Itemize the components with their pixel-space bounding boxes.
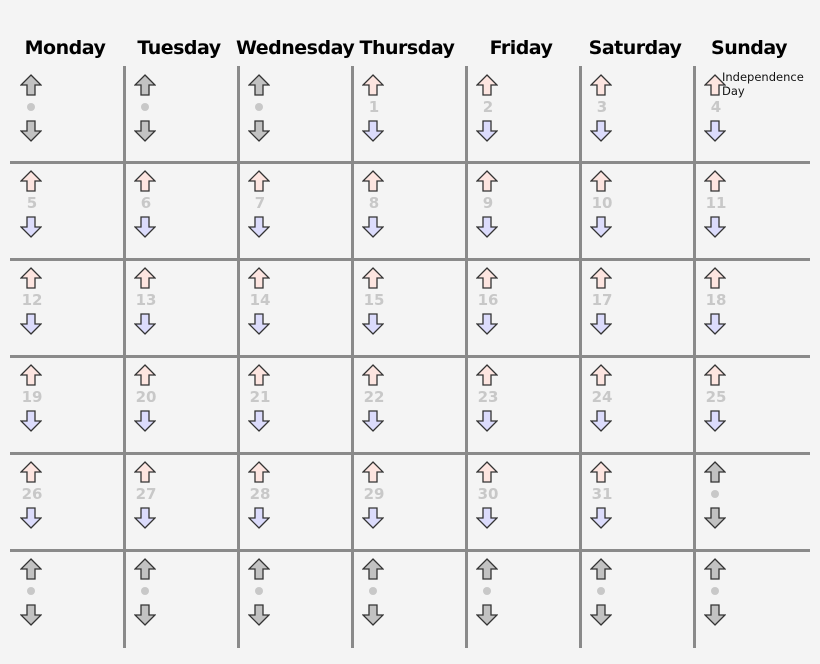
up-arrow-icon[interactable] [476, 74, 498, 96]
up-arrow-icon[interactable] [20, 267, 42, 289]
day-number: 15 [363, 291, 385, 309]
day-number: 30 [477, 485, 499, 503]
down-arrow-icon[interactable] [362, 313, 384, 335]
up-arrow-icon[interactable] [590, 364, 612, 386]
empty-dot-icon [141, 103, 149, 111]
up-arrow-icon[interactable] [134, 364, 156, 386]
down-arrow-icon[interactable] [704, 410, 726, 432]
up-arrow-icon [134, 558, 156, 580]
down-arrow-icon [704, 507, 726, 529]
day-cell[interactable] [352, 66, 466, 163]
down-arrow-icon[interactable] [590, 120, 612, 142]
up-arrow-icon [476, 558, 498, 580]
day-number: 12 [21, 291, 43, 309]
up-arrow-icon[interactable] [590, 170, 612, 192]
empty-day-cell [124, 66, 238, 163]
up-arrow-icon[interactable] [704, 267, 726, 289]
empty-day-cell [352, 550, 466, 647]
day-number: 10 [591, 194, 613, 212]
day-number: 27 [135, 485, 157, 503]
day-cell[interactable] [124, 259, 238, 356]
event-label: Independence Day [722, 70, 804, 98]
down-arrow-icon[interactable] [590, 410, 612, 432]
up-arrow-icon[interactable] [248, 170, 270, 192]
day-number: 25 [705, 388, 727, 406]
day-cell[interactable] [694, 259, 808, 356]
day-cell[interactable] [580, 162, 694, 259]
day-number: 19 [21, 388, 43, 406]
down-arrow-icon[interactable] [248, 410, 270, 432]
down-arrow-icon [20, 604, 42, 626]
weekday-tuesday: Tuesday [137, 37, 221, 59]
day-number: 17 [591, 291, 613, 309]
weekday-saturday: Saturday [588, 37, 682, 59]
up-arrow-icon [20, 74, 42, 96]
down-arrow-icon[interactable] [590, 216, 612, 238]
up-arrow-icon[interactable] [134, 461, 156, 483]
empty-day-cell [694, 453, 808, 550]
down-arrow-icon[interactable] [476, 410, 498, 432]
up-arrow-icon[interactable] [704, 364, 726, 386]
day-number: 28 [249, 485, 271, 503]
up-arrow-icon[interactable] [476, 170, 498, 192]
empty-day-cell [580, 550, 694, 647]
day-number: 18 [705, 291, 727, 309]
up-arrow-icon [248, 74, 270, 96]
empty-day-cell [238, 550, 352, 647]
day-number: 2 [482, 98, 494, 116]
down-arrow-icon [134, 604, 156, 626]
up-arrow-icon[interactable] [20, 364, 42, 386]
down-arrow-icon [20, 120, 42, 142]
down-arrow-icon [476, 604, 498, 626]
day-cell[interactable] [580, 356, 694, 453]
down-arrow-icon [248, 120, 270, 142]
day-number: 1 [368, 98, 380, 116]
day-number: 31 [591, 485, 613, 503]
down-arrow-icon[interactable] [362, 507, 384, 529]
up-arrow-icon[interactable] [476, 461, 498, 483]
empty-dot-icon [141, 587, 149, 595]
empty-dot-icon [255, 587, 263, 595]
day-number: 16 [477, 291, 499, 309]
up-arrow-icon[interactable] [248, 364, 270, 386]
up-arrow-icon[interactable] [590, 461, 612, 483]
day-cell[interactable] [580, 66, 694, 163]
day-number: 6 [140, 194, 152, 212]
day-cell[interactable] [466, 162, 580, 259]
day-cell[interactable] [352, 259, 466, 356]
down-arrow-icon[interactable] [704, 313, 726, 335]
down-arrow-icon [590, 604, 612, 626]
day-number: 23 [477, 388, 499, 406]
up-arrow-icon [362, 558, 384, 580]
empty-day-cell [694, 550, 808, 647]
day-number: 3 [596, 98, 608, 116]
day-cell[interactable] [466, 453, 580, 550]
up-arrow-icon[interactable] [362, 461, 384, 483]
day-cell[interactable] [238, 356, 352, 453]
day-number: 24 [591, 388, 613, 406]
day-number: 29 [363, 485, 385, 503]
down-arrow-icon[interactable] [362, 120, 384, 142]
day-cell[interactable] [10, 162, 124, 259]
weekday-friday: Friday [489, 37, 553, 59]
up-arrow-icon[interactable] [362, 364, 384, 386]
day-number: 11 [705, 194, 727, 212]
down-arrow-icon[interactable] [476, 120, 498, 142]
up-arrow-icon[interactable] [20, 170, 42, 192]
day-number: 4 [710, 98, 722, 116]
up-arrow-icon[interactable] [362, 74, 384, 96]
day-number: 5 [26, 194, 38, 212]
day-cell[interactable] [580, 453, 694, 550]
day-number: 26 [21, 485, 43, 503]
day-number: 21 [249, 388, 271, 406]
up-arrow-icon[interactable] [476, 364, 498, 386]
weekday-wednesday: Wednesday [236, 37, 355, 59]
down-arrow-icon[interactable] [704, 216, 726, 238]
up-arrow-icon[interactable] [20, 461, 42, 483]
up-arrow-icon[interactable] [362, 267, 384, 289]
empty-day-cell [124, 550, 238, 647]
up-arrow-icon[interactable] [476, 267, 498, 289]
up-arrow-icon[interactable] [134, 267, 156, 289]
down-arrow-icon[interactable] [476, 507, 498, 529]
day-cell[interactable] [580, 259, 694, 356]
down-arrow-icon[interactable] [20, 313, 42, 335]
down-arrow-icon[interactable] [134, 216, 156, 238]
day-number: 20 [135, 388, 157, 406]
up-arrow-icon[interactable] [248, 267, 270, 289]
down-arrow-icon [704, 604, 726, 626]
down-arrow-icon[interactable] [20, 410, 42, 432]
day-cell[interactable] [352, 356, 466, 453]
day-number: 7 [254, 194, 266, 212]
down-arrow-icon[interactable] [590, 313, 612, 335]
day-cell[interactable] [124, 162, 238, 259]
up-arrow-icon [704, 558, 726, 580]
empty-day-cell [10, 550, 124, 647]
weekday-monday: Monday [24, 37, 106, 59]
down-arrow-icon[interactable] [362, 216, 384, 238]
down-arrow-icon[interactable] [704, 120, 726, 142]
day-cell[interactable] [124, 453, 238, 550]
day-cell[interactable] [466, 66, 580, 163]
up-arrow-icon[interactable] [362, 170, 384, 192]
empty-dot-icon [369, 587, 377, 595]
empty-dot-icon [711, 490, 719, 498]
weekday-sunday: Sunday [711, 37, 787, 59]
down-arrow-icon [134, 120, 156, 142]
day-cell[interactable] [352, 162, 466, 259]
up-arrow-icon [134, 74, 156, 96]
up-arrow-icon[interactable] [248, 461, 270, 483]
day-cell[interactable] [352, 453, 466, 550]
up-arrow-icon [248, 558, 270, 580]
down-arrow-icon[interactable] [134, 313, 156, 335]
day-cell[interactable] [10, 259, 124, 356]
day-cell[interactable] [238, 453, 352, 550]
day-number: 13 [135, 291, 157, 309]
empty-dot-icon [27, 103, 35, 111]
down-arrow-icon[interactable] [134, 410, 156, 432]
up-arrow-icon [20, 558, 42, 580]
up-arrow-icon[interactable] [134, 170, 156, 192]
day-number: 14 [249, 291, 271, 309]
day-number: 8 [368, 194, 380, 212]
empty-day-cell [10, 66, 124, 163]
day-cell[interactable] [466, 356, 580, 453]
day-number: 9 [482, 194, 494, 212]
down-arrow-icon[interactable] [476, 216, 498, 238]
empty-dot-icon [27, 587, 35, 595]
up-arrow-icon[interactable] [590, 267, 612, 289]
empty-dot-icon [711, 587, 719, 595]
empty-day-cell [238, 66, 352, 163]
down-arrow-icon[interactable] [476, 313, 498, 335]
down-arrow-icon[interactable] [248, 313, 270, 335]
down-arrow-icon[interactable] [248, 507, 270, 529]
day-cell[interactable] [466, 259, 580, 356]
down-arrow-icon [248, 604, 270, 626]
down-arrow-icon[interactable] [590, 507, 612, 529]
up-arrow-icon [704, 461, 726, 483]
empty-dot-icon [255, 103, 263, 111]
day-number: 22 [363, 388, 385, 406]
down-arrow-icon[interactable] [362, 410, 384, 432]
down-arrow-icon[interactable] [20, 507, 42, 529]
up-arrow-icon [590, 558, 612, 580]
day-cell[interactable] [124, 356, 238, 453]
day-cell[interactable] [694, 66, 808, 163]
day-cell[interactable] [10, 356, 124, 453]
day-cell[interactable] [238, 259, 352, 356]
empty-day-cell [466, 550, 580, 647]
day-cell[interactable] [694, 356, 808, 453]
down-arrow-icon[interactable] [248, 216, 270, 238]
day-cell[interactable] [238, 162, 352, 259]
day-cell[interactable] [694, 162, 808, 259]
day-cell[interactable] [10, 453, 124, 550]
down-arrow-icon[interactable] [20, 216, 42, 238]
weekday-thursday: Thursday [359, 37, 455, 59]
empty-dot-icon [597, 587, 605, 595]
up-arrow-icon[interactable] [704, 170, 726, 192]
down-arrow-icon[interactable] [134, 507, 156, 529]
empty-dot-icon [483, 587, 491, 595]
down-arrow-icon [362, 604, 384, 626]
up-arrow-icon[interactable] [590, 74, 612, 96]
